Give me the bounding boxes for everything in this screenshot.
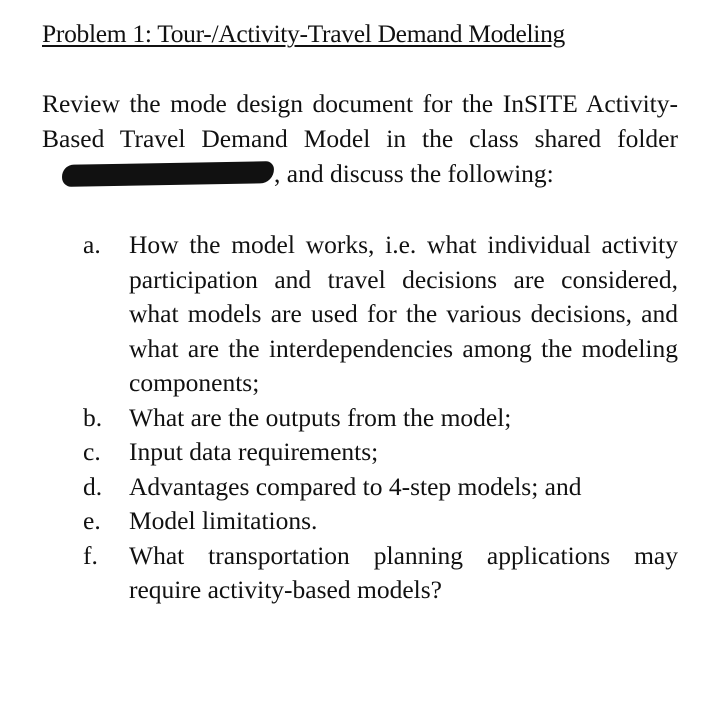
list-marker: f. [83, 540, 98, 570]
list-item [83, 470, 678, 505]
list-item [83, 401, 678, 436]
list-item [83, 539, 678, 608]
intro-paragraph [42, 86, 678, 191]
list-item-text: How the model works, i.e. what individual activity participation and travel decisions are considered, what models are used for the various decisions, and what are the interdependencies among the modeling components; [129, 230, 678, 397]
list-item-text: Model limitations. [129, 506, 318, 535]
list-item [83, 228, 678, 401]
list-item-text: What are the outputs from the model; [129, 402, 512, 432]
list-marker: a. [83, 230, 101, 259]
document-page [42, 14, 678, 608]
redaction-mark [62, 161, 274, 187]
list-item-text: Advantages compared to 4-step models; and [129, 471, 582, 501]
list-marker: e. [83, 506, 101, 535]
list-marker: d. [83, 471, 103, 501]
list-marker: c. [83, 437, 101, 466]
list-item-text: What transportation planning applications may require activity-based models? [129, 540, 678, 604]
list-marker: b. [83, 402, 103, 432]
list-item [83, 435, 678, 470]
list-item-text: Input data requirements; [129, 437, 379, 466]
question-list [42, 228, 678, 608]
list-item [83, 504, 678, 539]
intro-text-before: Review the mode design document for the InSITE Activity-Based Travel Demand Model in the class shared folder [42, 89, 678, 153]
intro-text-after: , and discuss the following: [274, 159, 554, 188]
problem-title: Problem 1: Tour-/Activity-Travel Demand Modeling [42, 19, 565, 48]
